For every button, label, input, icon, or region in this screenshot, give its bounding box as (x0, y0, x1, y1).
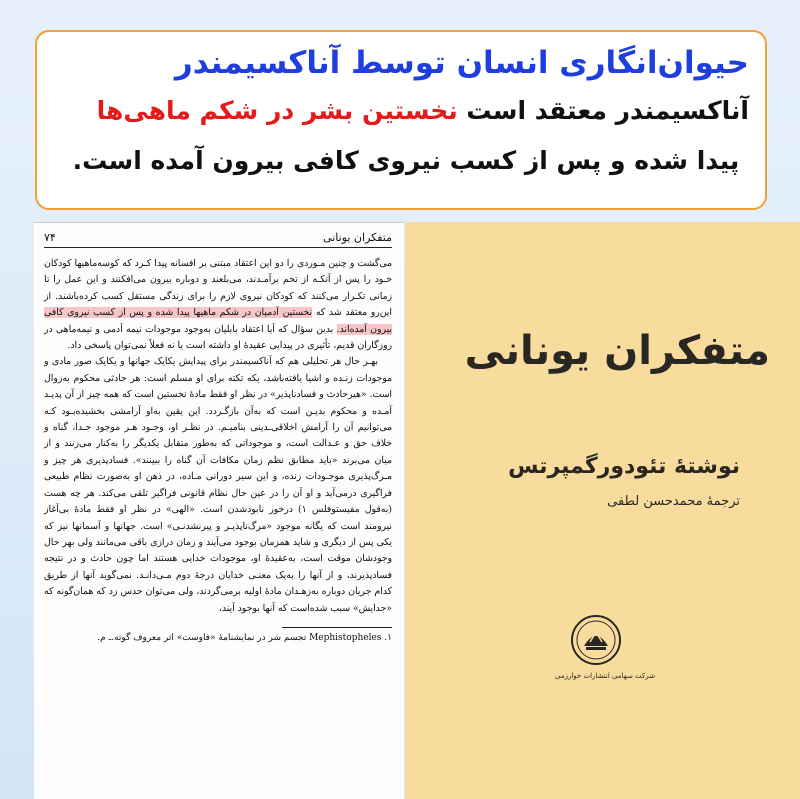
cover-author: نوشتهٔ تئودورگمپرتس (508, 454, 740, 479)
cover-translator: ترجمهٔ محمدحسن لطفی (607, 494, 740, 509)
page-header (44, 231, 392, 248)
paragraph-1-part-1: می‌گشت و چنین مـوردی را دو این اعتقاد مبتنی بر افسانه پیدا کـرد که کوسه‌ماهیها کودکان خـود را پس از آنکـه از تخم برآمـدند، می‌بلعند و دوباره بیرون می‌افکنند و این عمل را تا زمانی تکـرار می‌کنند که کودکان نیروی لازم را برای زندگی مستقل کسب کرده‌باشند. از این‌رو معتقد شد که (44, 258, 392, 319)
header-title: حیوان‌انگاری انسان توسط آناکسیمندر (174, 45, 749, 81)
paragraph-1 (44, 256, 392, 354)
cover-title: متفکران یونانی (464, 328, 770, 374)
highlighted-sentence: نخستین آدمیان در شکم ماهیها پیدا شده و پس از کسب نیروی کافی بیرون آمده‌اند. (44, 307, 392, 335)
page-number: ۷۴ (44, 231, 56, 244)
header-box (35, 30, 767, 210)
running-head: متفکران یونانی (323, 231, 392, 244)
publisher-logo-icon (570, 614, 622, 666)
paragraph-2: بهـر حال هر تحلیلی هم که آناکسیمندر برای پیدایش یکایک جهانها و یکایک صور مادی و موجودات زنـده و اشیا یافته‌باشد، یکه تکته برای او مسلم است: هر حادثی محکوم به‌زوال است. «هیرحادث و فسادناپذیر» در نظر او فقط مادهٔ نخستین است که همه چیز از آن پدیـد آمـده و محکوم بدیـن است که به‌آن بازگـردد. این یقین به‌او آرامشی بخشیده‌بـود کـه می‌توانیم آن را آرامش اخلاقی‌ـدینی بنامیـم. در نظـر او، وجـود هـر موجود جـدا، گناه و خلاف حق و عـدالت است، و موجوداتی که به‌طور متقابل یکدیگر را به‌کنار می‌زنند و از میان می‌برند «باید مطابق نظم زمان مکافات آن گناه را ببینند». فسادپذیری هر چیز و مـرگ‌پذیری موجـودات زنده، و این سیر دورانی مـاده، در ذهن او به‌صورت نظام طبیعی فراگیری درمی‌آید و او آن را در عین حال نظام قانونی فراگیر تلقی می‌کند. هر چه هست (به‌قول مفیستوفلس ۱) درخور نابودشدن است. «الهی» در نظر او فقط مادهٔ بی‌آغاز نیرومند است که یگانه موجود «مرگ‌ناپذیـر و پیرنشدنـی» است. جهانها و آسمانها نیز که یکی پس از دیگری و شاید همزمان بوجود می‌آیند و زمان درازی باقی می‌مانند ولی بهر حال وجودشان موقت است، به‌عقیدهٔ او، موجودات خدایی هستند اما چون حادث و در نتیجه فسادپذیرند، و از آنها را به‌یک معنـی خدایان درجهٔ دوم مـی‌دانـد. نمی‌گوید آنها از طریق کدام جریان دوباره به‌زهـدان مادهٔ اولیه برمی‌گردند، ولی می‌توان حدس زد که همان‌گونه که «جدایش» سبب شده‌است که آنها بوجود آیند، (44, 356, 392, 614)
footnote: ۱. Mephistopheles تجسم شر در نمایشنامهٔ «فاوست» اثر معروف گوته.ـ م. (97, 632, 392, 643)
publisher-name: شرکت سهامی انتشارات خوارزمی (555, 672, 655, 680)
footnote-divider (282, 627, 392, 628)
header-line-1-prefix: آناکسیمندر معتقد است (457, 96, 749, 125)
paragraph-1-part-2: بدین سؤال که آیا اعتقاد بابلیان به‌وجود موجودات نیمه آدمی و نیمه‌ماهی در روزگاران قدیم، تأثیری در پیدایی عقیدهٔ او داشته است یا نه فعلاً نمی‌توان پاسخی داد. (44, 323, 392, 352)
book-cover (405, 222, 800, 799)
header-line-1 (53, 86, 749, 136)
book-page-scan (34, 222, 404, 799)
header-line-1-highlight: نخستین بشر در شکم ماهی‌ها (96, 96, 458, 125)
header-line-2: پیدا شده و پس از کسب نیروی کافی بیرون آمده است. (72, 146, 740, 175)
